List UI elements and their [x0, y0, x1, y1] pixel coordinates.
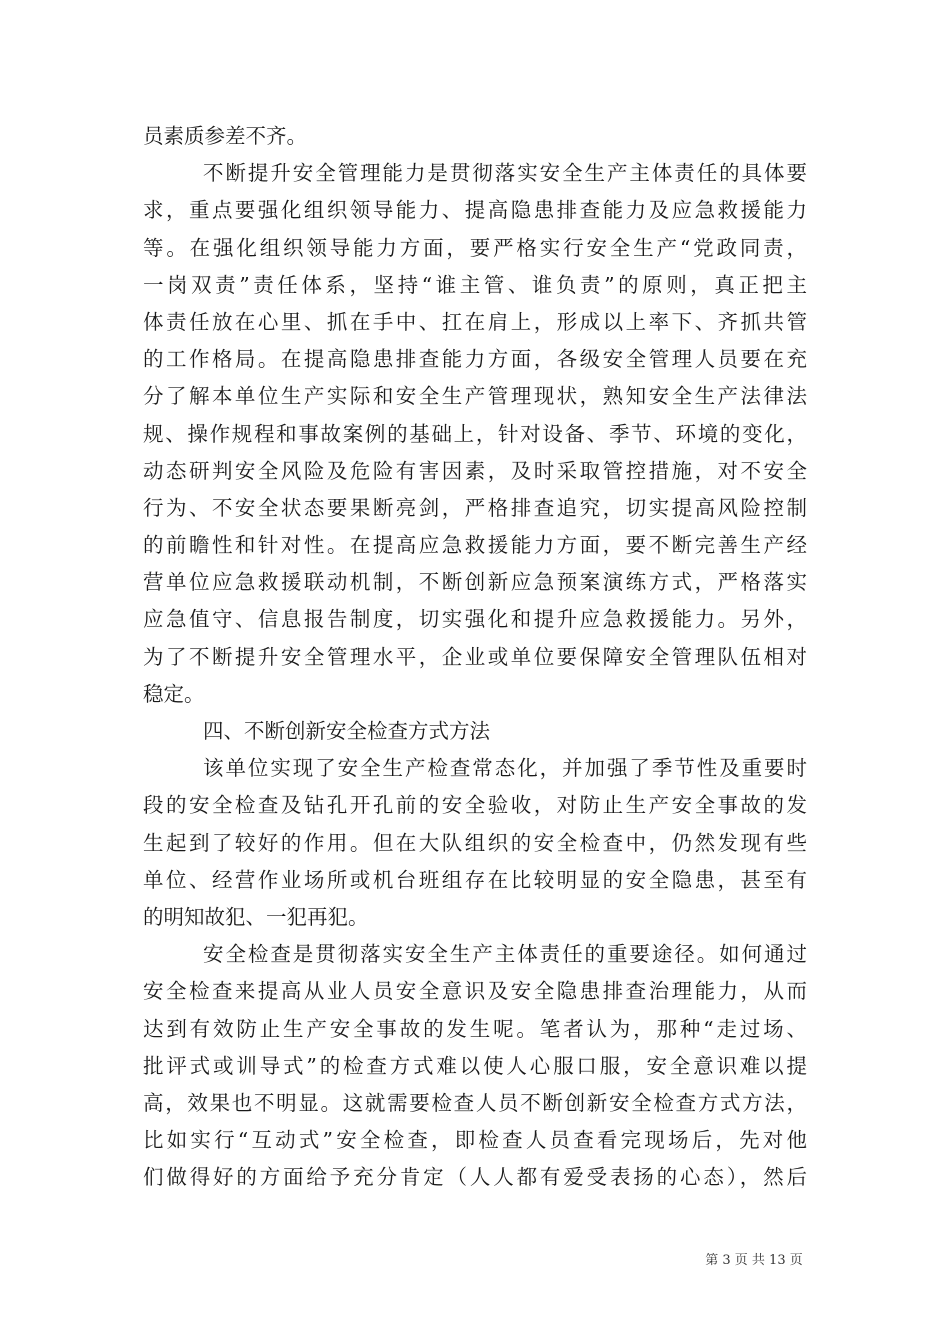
text-line: 应急值守、信息报告制度，切实强化和提升应急救援能力。另外，	[143, 607, 807, 632]
text-line: 四、不断创新安全检查方式方法	[203, 719, 490, 743]
page-number-label: 第 3 页 共 13 页	[705, 1253, 803, 1268]
text-line: 该单位实现了安全生产检查常态化，并加强了季节性及重要时	[203, 756, 807, 781]
text-line: 动态研判安全风险及危险有害因素，及时采取管控措施，对不安全	[143, 458, 807, 483]
text-line: 不断提升安全管理能力是贯彻落实安全生产主体责任的具体要	[203, 161, 807, 186]
text-line: 一岗双责”责任体系，坚持“谁主管、谁负责”的原则，真正把主	[143, 272, 807, 297]
text-line: 安全检查来提高从业人员安全意识及安全隐患排查治理能力，从而	[143, 979, 807, 1004]
text-line: 达到有效防止生产安全事故的发生呢。笔者认为，那种“走过场、	[143, 1016, 807, 1041]
document-body	[143, 118, 807, 1196]
text-line: 批评式或训导式”的检查方式难以使人心服口服，安全意识难以提	[143, 1053, 807, 1078]
text-line: 体责任放在心里、抓在手中、扛在肩上，形成以上率下、齐抓共管	[143, 309, 807, 334]
text-line: 的明知故犯、一犯再犯。	[143, 904, 369, 929]
text-line: 员素质参差不齐。	[143, 124, 307, 148]
text-line: 单位、经营作业场所或机台班组存在比较明显的安全隐患，甚至有	[143, 867, 807, 892]
text-line: 段的安全检查及钻孔开孔前的安全验收，对防止生产安全事故的发	[143, 793, 807, 818]
text-line: 的前瞻性和针对性。在提高应急救援能力方面，要不断完善生产经	[143, 533, 807, 558]
text-line: 规、操作规程和事故案例的基础上，针对设备、季节、环境的变化，	[143, 421, 807, 446]
text-line: 求，重点要强化组织领导能力、提高隐患排查能力及应急救援能力	[143, 198, 807, 223]
text-line: 行为、不安全状态要果断亮剑，严格排查追究，切实提高风险控制	[143, 495, 807, 520]
text-line: 们做得好的方面给予充分肯定（人人都有爱受表扬的心态），然后	[143, 1165, 807, 1190]
text-line: 分了解本单位生产实际和安全生产管理现状，熟知安全生产法律法	[143, 384, 807, 409]
page-footer	[0, 1249, 950, 1268]
text-line: 生起到了较好的作用。但在大队组织的安全检查中，仍然发现有些	[143, 830, 807, 855]
text-line: 等。在强化组织领导能力方面，要严格实行安全生产“党政同责，	[143, 235, 807, 260]
text-line: 安全检查是贯彻落实安全生产主体责任的重要途径。如何通过	[203, 942, 807, 967]
text-line: 高，效果也不明显。这就需要检查人员不断创新安全检查方式方法，	[143, 1090, 807, 1115]
text-line: 稳定。	[143, 681, 205, 706]
text-line: 营单位应急救援联动机制，不断创新应急预案演练方式，严格落实	[143, 570, 807, 595]
text-line: 比如实行“互动式”安全检查，即检查人员查看完现场后，先对他	[143, 1128, 807, 1153]
text-line: 的工作格局。在提高隐患排查能力方面，各级安全管理人员要在充	[143, 347, 807, 372]
text-line: 为了不断提升安全管理水平，企业或单位要保障安全管理队伍相对	[143, 644, 807, 669]
